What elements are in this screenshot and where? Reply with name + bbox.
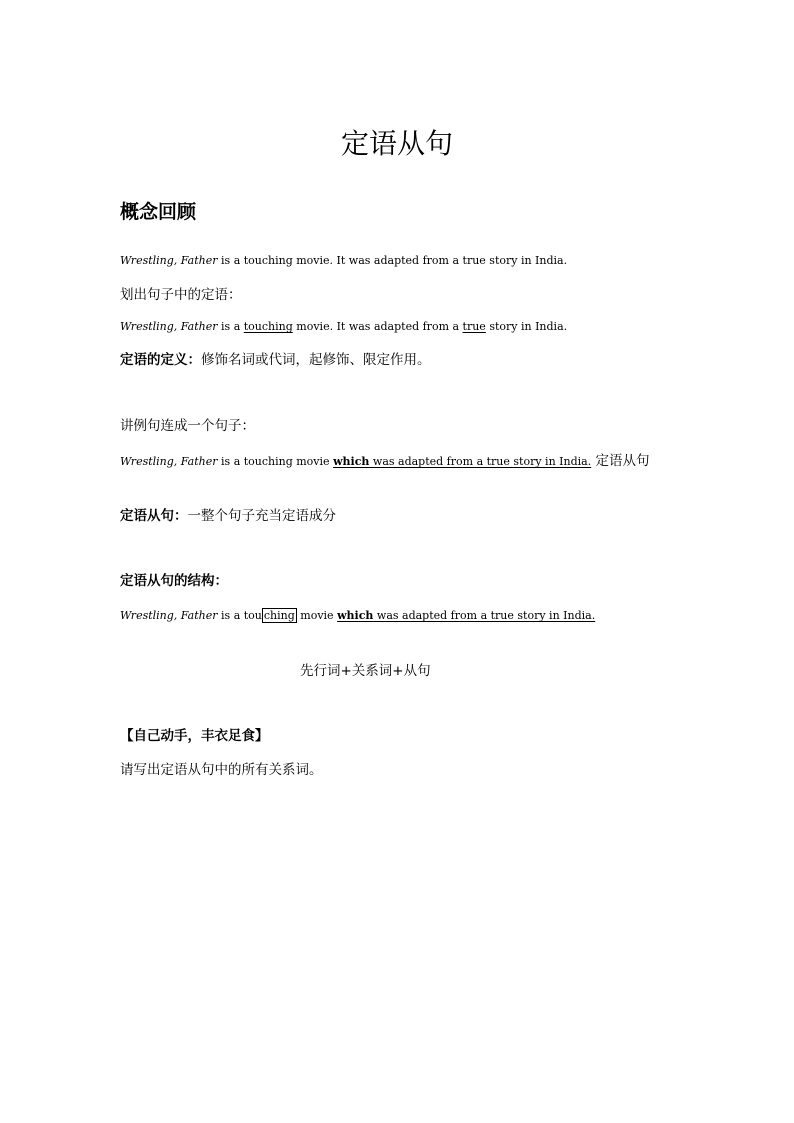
example-sentence-4: Wrestling, Father is a tou ching movie which was adapted from a true story in India.: [120, 609, 596, 622]
movie-title: Wrestling, Father: [120, 609, 218, 622]
example-sentence-2: Wrestling, Father is a touching movie. It was adapted from a true story in India.: [120, 320, 568, 333]
antecedent-box: ching: [263, 609, 295, 622]
practice-heading: 【自己动手，丰衣足食】: [120, 728, 269, 744]
structure-heading: 定语从句的结构：: [120, 573, 228, 589]
movie-title: Wrestling, Father: [120, 320, 218, 333]
clause-def-text: 一整个句子充当定语成分: [187, 508, 336, 524]
definition-text: 修饰名词或代词，起修饰、限定作用。: [201, 352, 431, 368]
definition-label: 定语的定义：: [120, 352, 201, 368]
definition-line: [120, 349, 674, 371]
underlined-attributive-true: true: [462, 320, 486, 333]
structure-formula: 先行词+关系词+从句: [300, 663, 431, 679]
example-sentence-3: Wrestling, Father is a touching movie which was adapted from a true story in India. 定语从句: [120, 453, 650, 469]
attributive-clause-tag: 定语从句: [591, 453, 650, 469]
task-combine-sentences: 讲例句连成一个句子：: [120, 418, 255, 434]
underlined-attributive-touching: touching: [243, 320, 293, 333]
attributive-clause-definition: [120, 505, 674, 527]
relative-clause: was adapted from a true story in India.: [373, 609, 596, 622]
movie-title: Wrestling, Father: [120, 254, 218, 267]
section-heading: 概念回顾: [120, 201, 197, 223]
page-title: 定语从句: [340, 127, 453, 160]
relative-clause: was adapted from a true story in India.: [369, 455, 592, 468]
task-underline-attributive: 划出句子中的定语：: [120, 287, 242, 303]
clause-def-label: 定语从句：: [120, 508, 188, 524]
practice-task: 请写出定语从句中的所有关系词。: [120, 762, 323, 778]
relative-word-which: which: [337, 609, 374, 622]
movie-title: Wrestling, Father: [120, 455, 218, 468]
example-sentence-1: Wrestling, Father is a touching movie. It was adapted from a true story in India.: [120, 254, 568, 267]
relative-word-which: which: [333, 455, 370, 468]
